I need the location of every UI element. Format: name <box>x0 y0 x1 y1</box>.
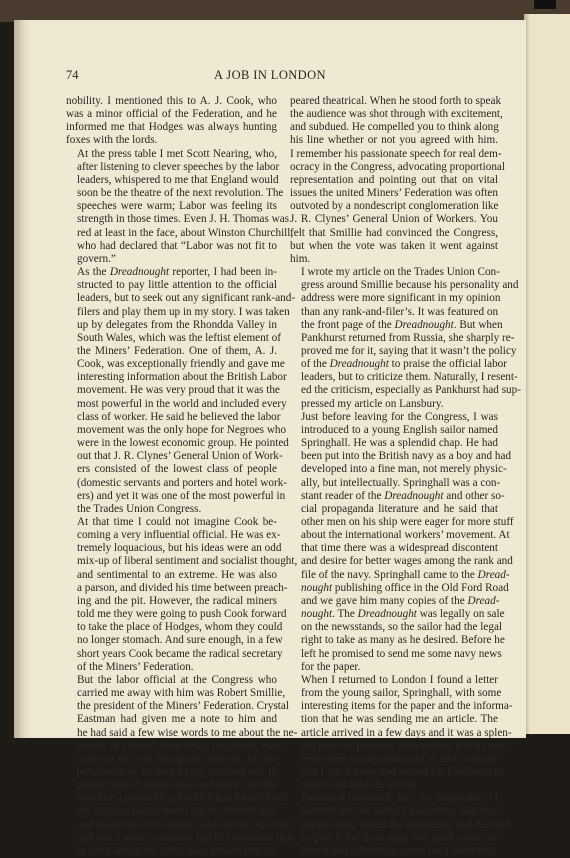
paragraph: At the press table I met Scott Nearing, who, after listening to clever speeches by the labor leaders, whispered to me that England would soon be the theatre of the next revolution. The speeches were warm; Labor was feeling its strength in those times. Even J. H. Thomas was red at least in the face, about Winston Churchill, who had declared that “Labor was not fit to govern.” <box>77 147 294 265</box>
page-header <box>14 68 526 84</box>
paragraph: But the labor official at the Congress who carried me away with him was Robert Smillie, the president of the Miners’ Federation. Crystal Eastman had given me a note to him and he had said a few wise words to me about the ne- cessity of colored labor being organized, espe- cially in the vast European colonies, for the betterment of its own living standard and to protect that of white organized labor. Smillie was like a powerful ash which had forced itself up, coaxing nourishment out of infertile soil, and towering over saplings and shrubs. His face and voice were so terribly full of conviction that in comparison the colleagues around him ap- <box>77 673 298 857</box>
facing-page-edge <box>524 14 570 734</box>
scan-corner-tab <box>534 0 556 9</box>
scan-top-border <box>0 0 570 22</box>
paragraph: At that time I could not imagine Cook be- coming a very influential official. He was ex- tremely loquacious, but his ideas were an odd mix-up of liberal sentiment and socialist thought, and sentimental to an extreme. He was also a parson, and divided his time between preach- ing and the pit. However, the radical miners told me they were going to push Cook forward to take the place of Hodges, whom they could no longer stomach. And sure enough, in a few short years Cook became the radical secretary of the Miners’ Federation. <box>77 516 298 673</box>
paragraph: When I returned to London I found a letter from the young sailor, Springhall, with some interesting items for the paper and the informa- tion that he was sending me an article. The article arrived in a few days and it was a splen- did piece of precious information. But its con- tents were so important and of such a nature that I put it away and waited for Pankhurst to return and read the article. <box>301 673 513 792</box>
paragraph: peared theatrical. When he stood forth to speak the audience was shot through with excitement, and subdued. He compelled you to think along his line whether or not you agreed with him. I remember his passionate speech for real dem- ocracy in the Congress, advocating proportional representation and pointing out that on vital issues the united Miners’ Federation was often outvoted by a nondescript conglomeration like J. R. Clynes’ General Union of Workers. You felt that Smillie had convinced the Congress, but when the vote was taken it went against him. <box>290 95 505 265</box>
paragraph: Just before leaving for the Congress, I was introduced to a young English sailor named Springhall. He was a splendid chap. He had been put into the British navy as a boy and had developed into a fine man, not merely physic- ally, but intellectually. Springhall was a con- stant reader of the Dreadnought and other so- cial propaganda literature and he said that other men on his ship were eager for more stuff about the international workers’ movement. At that time there was a widespread discontent and desire for better wages among the rank and file of the navy. Springhall came to the Dread- nought publishing office in the Old Ford Road and we gave him many copies of the Dread- nought. The Dreadnought was legally on sale on the newsstands, so the sailor had the legal right to take as many as he desired. Before he left he promised to send me some navy news for the paper. <box>301 410 514 673</box>
right-text-column <box>290 95 521 858</box>
book-page <box>14 20 526 857</box>
paragraph: Pankhurst returned late in September. I showed her the sailor’s document. She was enthusiastic, edited the document, and decided to give it the front page. We used a nom de plume and a fictitious name for a battleship. <box>301 792 510 857</box>
paragraph: I wrote my article on the Trades Union Con- gress around Smillie because his personality and address were more significant in my opinion than any rank-and-filer’s. It was featured on the front page of the Dreadnought. But when Pankhurst returned from Russia, she sharply re- proved me for it, saying that it wasn’t the policy of the Dreadnought to praise the official labor leaders, but to criticize them. Naturally, I resent- ed the criticism, especially as Pankhurst had sup- pressed my article on Lansbury. <box>301 266 521 410</box>
paragraph: As the Dreadnought reporter, I had been in- structed to pay little attention to the official leaders, but to seek out any significant rank-and- filers and play them up in my story. I was taken up by delegates from the Rhondda Valley in South Wales, which was the leftist element of the Miners’ Federation. One of them, A. J. Cook, was exceptionally friendly and gave me interesting information about the British Labor movement. He was very proud that it was the most powerful in the world and included every class of worker. He said he believed the labor movement was the only hope for Negroes who were in the lowest economic group. He pointed out that J. R. Clynes’ General Union of Work- ers consisted of the lowest class of people (domestic servants and porters and hotel work- ers) and yet it was one of the most powerful in the Trades Union Congress. <box>77 266 296 515</box>
running-title: A JOB IN LONDON <box>214 68 326 82</box>
paragraph: nobility. I mentioned this to A. J. Cook, who was a minor official of the Federation, and he informed me that Hodges was always hunting foxes with the lords. <box>66 95 277 147</box>
page-number: 74 <box>66 68 79 82</box>
left-text-column <box>66 95 298 858</box>
